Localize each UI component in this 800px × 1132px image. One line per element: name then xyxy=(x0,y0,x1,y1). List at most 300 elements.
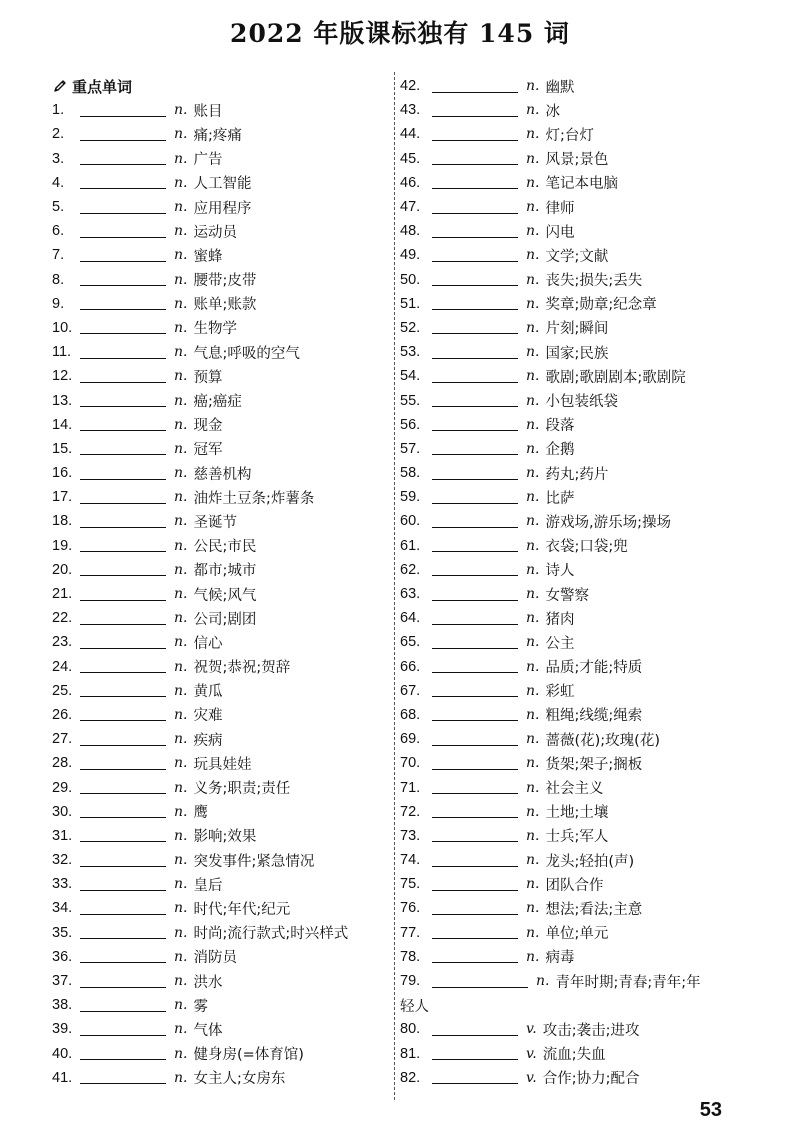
part-of-speech: n. xyxy=(174,852,188,869)
entry-number: 11. xyxy=(52,344,72,361)
entry-number: 80. xyxy=(400,1021,421,1038)
answer-blank[interactable] xyxy=(432,297,518,310)
part-of-speech: v. xyxy=(526,1045,537,1062)
answer-blank[interactable] xyxy=(432,950,518,963)
part-of-speech: n. xyxy=(526,271,540,288)
entry-number: 55. xyxy=(400,392,421,409)
entry-meaning: 灯;台灯 xyxy=(545,127,594,144)
vocab-entry xyxy=(400,388,740,412)
answer-blank[interactable] xyxy=(432,201,518,214)
part-of-speech: n. xyxy=(174,537,188,554)
answer-blank[interactable] xyxy=(432,225,518,238)
vocab-entry xyxy=(400,824,740,848)
entry-meaning: 粗绳;线缆;绳索 xyxy=(545,708,643,725)
right-column xyxy=(400,74,740,1090)
page-title: 2022 年版课标独有 145 词 xyxy=(230,19,570,48)
entry-number: 57. xyxy=(400,440,421,457)
part-of-speech: n. xyxy=(174,1045,188,1062)
entry-meaning: 公司;剧团 xyxy=(193,611,257,628)
answer-blank[interactable] xyxy=(432,539,518,552)
answer-blank[interactable] xyxy=(432,515,518,528)
vocab-entry xyxy=(400,969,740,1017)
entry-meaning: 品质;才能;特质 xyxy=(545,660,643,677)
entry-number: 9. xyxy=(52,295,65,312)
vocab-entry xyxy=(52,848,387,872)
part-of-speech: n. xyxy=(174,586,188,603)
answer-blank[interactable] xyxy=(80,878,166,891)
entry-number: 26. xyxy=(52,706,73,723)
part-of-speech: n. xyxy=(174,948,188,965)
answer-blank[interactable] xyxy=(80,999,166,1012)
entry-number: 68. xyxy=(400,706,421,723)
answer-blank[interactable] xyxy=(432,491,518,504)
part-of-speech: n. xyxy=(526,755,540,772)
entry-number: 66. xyxy=(400,658,421,675)
entry-meaning: 土地;土壤 xyxy=(545,805,609,822)
answer-blank[interactable] xyxy=(432,636,518,649)
entry-number: 60. xyxy=(400,513,421,530)
entry-number: 59. xyxy=(400,489,421,506)
entry-number: 72. xyxy=(400,803,421,820)
entry-meaning: 彩虹 xyxy=(545,684,575,701)
part-of-speech: n. xyxy=(174,803,188,820)
vocab-entry xyxy=(52,316,387,340)
part-of-speech: n. xyxy=(174,174,188,191)
entry-number: 17. xyxy=(52,489,73,506)
entry-meaning: 攻击;袭击;进攻 xyxy=(542,1022,640,1039)
answer-blank[interactable] xyxy=(432,1071,518,1084)
entry-number: 79. xyxy=(400,973,421,990)
entry-number: 36. xyxy=(52,948,73,965)
answer-blank[interactable] xyxy=(432,394,518,407)
part-of-speech: n. xyxy=(526,634,540,651)
part-of-speech: n. xyxy=(526,489,540,506)
entry-number: 28. xyxy=(52,755,73,772)
entry-meaning: 段落 xyxy=(545,418,575,435)
entry-number: 12. xyxy=(52,368,73,385)
entry-number: 64. xyxy=(400,610,421,627)
vocab-entry xyxy=(400,679,740,703)
entry-meaning: 账目 xyxy=(193,103,223,120)
vocab-entry xyxy=(400,703,740,727)
entry-meaning: 疾病 xyxy=(193,732,223,749)
answer-blank[interactable] xyxy=(432,1047,518,1060)
vocab-entry xyxy=(400,945,740,969)
answer-blank[interactable] xyxy=(80,950,166,963)
entry-meaning: 都市;城市 xyxy=(193,563,257,580)
answer-blank[interactable] xyxy=(80,104,166,117)
answer-blank[interactable] xyxy=(432,346,518,359)
entry-number: 61. xyxy=(400,537,421,554)
entry-meaning: 气体 xyxy=(193,1022,223,1039)
entry-number: 39. xyxy=(52,1021,73,1038)
answer-blank[interactable] xyxy=(80,854,166,867)
answer-blank[interactable] xyxy=(80,176,166,189)
part-of-speech: n. xyxy=(526,852,540,869)
entry-number: 41. xyxy=(52,1069,73,1086)
part-of-speech: n. xyxy=(526,465,540,482)
answer-blank[interactable] xyxy=(432,708,518,721)
entry-meaning: 比萨 xyxy=(545,490,575,507)
entry-meaning: 文学;文献 xyxy=(545,248,609,265)
part-of-speech: n. xyxy=(526,392,540,409)
vocab-entry xyxy=(400,219,740,243)
entry-meaning: 货架;架子;搁板 xyxy=(545,756,643,773)
answer-blank[interactable] xyxy=(80,128,166,141)
entry-number: 51. xyxy=(400,295,421,312)
entry-meaning: 游戏场,游乐场;操场 xyxy=(545,514,671,531)
part-of-speech: n. xyxy=(526,126,540,143)
part-of-speech: n. xyxy=(174,682,188,699)
entry-meaning: 癌;癌症 xyxy=(193,394,242,411)
part-of-speech: n. xyxy=(526,199,540,216)
entry-meaning: 祝贺;恭祝;贺辞 xyxy=(193,660,291,677)
entry-number: 23. xyxy=(52,634,73,651)
entry-meaning: 国家;民族 xyxy=(545,345,609,362)
answer-blank[interactable] xyxy=(80,975,166,988)
answer-blank[interactable] xyxy=(80,297,166,310)
answer-blank[interactable] xyxy=(80,249,166,262)
entry-meaning: 蔷薇(花);玫瑰(花) xyxy=(545,732,660,749)
vocab-list-left xyxy=(52,98,387,1090)
entry-number: 14. xyxy=(52,416,73,433)
entry-meaning: 慈善机构 xyxy=(193,466,252,483)
answer-blank[interactable] xyxy=(80,1071,166,1084)
vocab-entry xyxy=(52,751,387,775)
part-of-speech: n. xyxy=(174,827,188,844)
entry-number: 77. xyxy=(400,924,421,941)
part-of-speech: n. xyxy=(174,489,188,506)
entry-number: 1. xyxy=(52,102,65,119)
vocab-entry xyxy=(400,558,740,582)
answer-blank[interactable] xyxy=(432,781,518,794)
entry-number: 81. xyxy=(400,1045,421,1062)
vocab-entry xyxy=(400,800,740,824)
vocab-entry xyxy=(400,775,740,799)
answer-blank[interactable] xyxy=(432,926,518,939)
entry-meaning: 猪肉 xyxy=(545,611,575,628)
part-of-speech: n. xyxy=(174,876,188,893)
entry-number: 34. xyxy=(52,900,73,917)
vocab-entry xyxy=(52,872,387,896)
entry-meaning: 圣诞节 xyxy=(193,514,237,531)
part-of-speech: n. xyxy=(526,368,540,385)
vocab-entry xyxy=(400,751,740,775)
entry-number: 48. xyxy=(400,223,421,240)
entry-number: 67. xyxy=(400,682,421,699)
vocab-entry xyxy=(400,437,740,461)
answer-blank[interactable] xyxy=(80,442,166,455)
vocab-entry xyxy=(52,437,387,461)
entry-number: 42. xyxy=(400,78,421,95)
answer-blank[interactable] xyxy=(80,394,166,407)
answer-blank[interactable] xyxy=(80,539,166,552)
answer-blank[interactable] xyxy=(432,733,518,746)
entry-meaning: 洪水 xyxy=(193,974,223,991)
vocab-entry xyxy=(400,461,740,485)
answer-blank[interactable] xyxy=(432,467,518,480)
entry-meaning: 皇后 xyxy=(193,877,223,894)
answer-blank[interactable] xyxy=(432,660,518,673)
answer-blank[interactable] xyxy=(80,273,166,286)
entry-meaning: 单位;单元 xyxy=(545,926,609,943)
answer-blank[interactable] xyxy=(80,515,166,528)
entry-number: 29. xyxy=(52,779,73,796)
entry-meaning: 衣袋;口袋;兜 xyxy=(545,539,628,556)
answer-blank[interactable] xyxy=(432,370,518,383)
entry-meaning: 雾 xyxy=(193,998,208,1015)
part-of-speech: n. xyxy=(174,973,188,990)
answer-blank[interactable] xyxy=(80,1047,166,1060)
answer-blank[interactable] xyxy=(432,176,518,189)
answer-blank[interactable] xyxy=(80,757,166,770)
entry-number: 40. xyxy=(52,1045,73,1062)
answer-blank[interactable] xyxy=(432,442,518,455)
entry-meaning: 龙头;轻拍(声) xyxy=(545,853,635,870)
entry-number: 8. xyxy=(52,271,65,288)
part-of-speech: n. xyxy=(174,900,188,917)
answer-blank[interactable] xyxy=(432,563,518,576)
part-of-speech: n. xyxy=(526,900,540,917)
entry-number: 24. xyxy=(52,658,73,675)
vocab-entry xyxy=(52,268,387,292)
answer-blank[interactable] xyxy=(432,612,518,625)
vocab-entry xyxy=(52,122,387,146)
answer-blank[interactable] xyxy=(80,902,166,915)
entry-number: 2. xyxy=(52,126,65,143)
vocab-entry xyxy=(52,606,387,630)
entry-number: 46. xyxy=(400,174,421,191)
answer-blank[interactable] xyxy=(80,370,166,383)
entry-number: 47. xyxy=(400,199,421,216)
answer-blank[interactable] xyxy=(432,854,518,867)
part-of-speech: n. xyxy=(174,1069,188,1086)
vocab-entry xyxy=(52,921,387,945)
vocab-entry xyxy=(52,147,387,171)
answer-blank[interactable] xyxy=(80,805,166,818)
vocab-entry xyxy=(400,98,740,122)
entry-number: 73. xyxy=(400,827,421,844)
answer-blank[interactable] xyxy=(432,588,518,601)
answer-blank[interactable] xyxy=(432,321,518,334)
part-of-speech: n. xyxy=(174,924,188,941)
entry-number: 31. xyxy=(52,827,73,844)
answer-blank[interactable] xyxy=(432,757,518,770)
part-of-speech: n. xyxy=(174,634,188,651)
vocab-entry xyxy=(52,1042,387,1066)
answer-blank[interactable] xyxy=(432,128,518,141)
vocab-entry xyxy=(52,413,387,437)
entry-number: 65. xyxy=(400,634,421,651)
part-of-speech: n. xyxy=(174,513,188,530)
entry-meaning: 女警察 xyxy=(545,587,589,604)
answer-blank[interactable] xyxy=(432,684,518,697)
answer-blank[interactable] xyxy=(80,684,166,697)
part-of-speech: n. xyxy=(174,997,188,1014)
entry-number: 6. xyxy=(52,223,65,240)
part-of-speech: n. xyxy=(526,78,540,95)
vocab-entry xyxy=(400,606,740,630)
entry-number: 71. xyxy=(400,779,421,796)
answer-blank[interactable] xyxy=(80,588,166,601)
answer-blank[interactable] xyxy=(80,636,166,649)
vocab-entry xyxy=(400,534,740,558)
answer-blank[interactable] xyxy=(80,152,166,165)
answer-blank[interactable] xyxy=(80,926,166,939)
part-of-speech: n. xyxy=(526,150,540,167)
vocab-entry xyxy=(52,800,387,824)
answer-blank[interactable] xyxy=(80,660,166,673)
answer-blank[interactable] xyxy=(432,902,518,915)
answer-blank[interactable] xyxy=(432,152,518,165)
answer-blank[interactable] xyxy=(80,733,166,746)
entry-number: 32. xyxy=(52,852,73,869)
answer-blank[interactable] xyxy=(80,321,166,334)
vocab-entry xyxy=(52,679,387,703)
vocab-entry xyxy=(52,727,387,751)
answer-blank[interactable] xyxy=(80,708,166,721)
entry-number: 18. xyxy=(52,513,73,530)
answer-blank[interactable] xyxy=(80,418,166,431)
section-header-label: 重点单词 xyxy=(72,77,133,96)
entry-meaning: 奖章;勋章;纪念章 xyxy=(545,297,657,314)
answer-blank[interactable] xyxy=(80,225,166,238)
vocab-entry xyxy=(400,896,740,920)
vocab-entry xyxy=(52,98,387,122)
part-of-speech: n. xyxy=(526,779,540,796)
entry-meaning: 影响;效果 xyxy=(193,829,257,846)
answer-blank[interactable] xyxy=(80,467,166,480)
part-of-speech: v. xyxy=(526,1021,537,1038)
part-of-speech: n. xyxy=(526,682,540,699)
answer-blank[interactable] xyxy=(432,878,518,891)
part-of-speech: n. xyxy=(526,706,540,723)
part-of-speech: n. xyxy=(174,610,188,627)
vocab-entry xyxy=(52,388,387,412)
answer-blank[interactable] xyxy=(432,975,528,988)
entry-meaning: 想法;看法;主意 xyxy=(545,901,643,918)
entry-meaning: 闪电 xyxy=(545,224,575,241)
entry-meaning: 现金 xyxy=(193,418,223,435)
entry-number: 33. xyxy=(52,876,73,893)
part-of-speech: n. xyxy=(526,513,540,530)
answer-blank[interactable] xyxy=(80,346,166,359)
page-number: 53 xyxy=(699,1099,722,1121)
entry-number: 7. xyxy=(52,247,65,264)
vocab-entry xyxy=(400,171,740,195)
vocab-entry xyxy=(400,655,740,679)
entry-number: 56. xyxy=(400,416,421,433)
vocab-entry xyxy=(52,292,387,316)
entry-meaning: 应用程序 xyxy=(193,200,252,217)
entry-number: 10. xyxy=(52,319,73,336)
entry-meaning: 药丸;药片 xyxy=(545,466,609,483)
entry-meaning: 消防员 xyxy=(193,950,237,967)
answer-blank[interactable] xyxy=(80,563,166,576)
vocab-entry xyxy=(400,364,740,388)
answer-blank[interactable] xyxy=(432,1023,518,1036)
entry-meaning: 账单;账款 xyxy=(193,297,257,314)
entry-meaning: 腰带;皮带 xyxy=(193,273,257,290)
part-of-speech: n. xyxy=(536,973,550,990)
answer-blank[interactable] xyxy=(432,418,518,431)
part-of-speech: n. xyxy=(526,102,540,119)
entry-meaning: 合作;协力;配合 xyxy=(542,1071,640,1088)
entry-meaning: 灾难 xyxy=(193,708,223,725)
entry-meaning: 义务;职责;责任 xyxy=(193,781,291,798)
entry-meaning: 气候;风气 xyxy=(193,587,257,604)
entry-meaning: 冠军 xyxy=(193,442,223,459)
vocab-entry xyxy=(52,655,387,679)
entry-meaning: 病毒 xyxy=(545,950,575,967)
vocab-entry xyxy=(52,219,387,243)
part-of-speech: n. xyxy=(526,319,540,336)
answer-blank[interactable] xyxy=(80,491,166,504)
answer-blank[interactable] xyxy=(80,612,166,625)
vocab-entry xyxy=(400,630,740,654)
part-of-speech: n. xyxy=(526,924,540,941)
vocab-entry xyxy=(400,195,740,219)
answer-blank[interactable] xyxy=(80,201,166,214)
vocab-entry xyxy=(52,703,387,727)
answer-blank[interactable] xyxy=(432,80,518,93)
vocab-entry xyxy=(400,848,740,872)
answer-blank[interactable] xyxy=(80,829,166,842)
answer-blank[interactable] xyxy=(432,249,518,262)
entry-meaning: 蜜蜂 xyxy=(193,248,223,265)
part-of-speech: n. xyxy=(174,319,188,336)
entry-number: 69. xyxy=(400,731,421,748)
pencil-icon xyxy=(52,78,68,94)
answer-blank[interactable] xyxy=(432,829,518,842)
entry-number: 78. xyxy=(400,948,421,965)
entry-meaning-continued: 轻人 xyxy=(400,998,429,1015)
entry-meaning: 人工智能 xyxy=(193,176,252,193)
entry-meaning: 笔记本电脑 xyxy=(545,176,618,193)
part-of-speech: n. xyxy=(174,779,188,796)
part-of-speech: n. xyxy=(174,344,188,361)
part-of-speech: n. xyxy=(526,295,540,312)
vocab-entry xyxy=(52,364,387,388)
entry-number: 35. xyxy=(52,924,73,941)
vocab-entry xyxy=(52,896,387,920)
vocab-entry xyxy=(400,1066,740,1090)
entry-meaning: 生物学 xyxy=(193,321,237,338)
entry-number: 19. xyxy=(52,537,73,554)
answer-blank[interactable] xyxy=(432,104,518,117)
entry-meaning: 气息;呼吸的空气 xyxy=(193,345,300,362)
entry-meaning: 广告 xyxy=(193,152,223,169)
part-of-speech: n. xyxy=(526,440,540,457)
part-of-speech: n. xyxy=(526,827,540,844)
entry-meaning: 律师 xyxy=(545,200,575,217)
part-of-speech: n. xyxy=(174,247,188,264)
part-of-speech: n. xyxy=(174,1021,188,1038)
vocab-entry xyxy=(52,461,387,485)
vocab-entry xyxy=(52,340,387,364)
entry-meaning: 幽默 xyxy=(545,79,575,96)
answer-blank[interactable] xyxy=(432,805,518,818)
entry-number: 45. xyxy=(400,150,421,167)
answer-blank[interactable] xyxy=(80,1023,166,1036)
vocab-entry xyxy=(400,74,740,98)
vocab-entry xyxy=(400,1042,740,1066)
answer-blank[interactable] xyxy=(432,273,518,286)
part-of-speech: n. xyxy=(174,731,188,748)
part-of-speech: n. xyxy=(174,150,188,167)
vocab-entry xyxy=(52,775,387,799)
answer-blank[interactable] xyxy=(80,781,166,794)
